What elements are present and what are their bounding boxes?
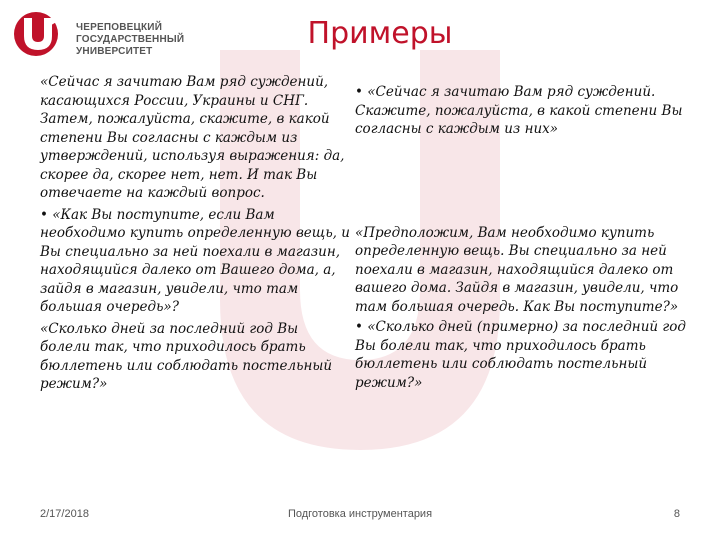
left-paragraph-2: • «Как Вы поступите, если Вам необходимо купить определенную вещь, и Вы специально за ней поехали в магазин, находящийся далеко от Вашего дома, а, зайдя в магазин, увидели, что там большая очередь»? <box>40 206 350 315</box>
logo-line-2: ГОСУДАРСТВЕННЫЙ <box>76 34 185 45</box>
right-column <box>355 83 695 392</box>
university-logo <box>10 8 200 58</box>
logo-line-3: УНИВЕРСИТЕТ <box>76 46 153 57</box>
page-number: 8 <box>673 508 680 520</box>
left-paragraph-1: «Сейчас я зачитаю Вам ряд суждений, касающихся России, Украины и СНГ. Затем, пожалуйста, скажите, в какой степени Вы согласны с каждым из утверждений, используя выражения: да, скорее да, скорее нет, нет. И так Вы отвечаете на каждый вопрос. <box>40 74 345 201</box>
footer-title: Подготовка инструментария <box>287 508 433 520</box>
left-column <box>40 73 350 394</box>
right-paragraph-1: • «Сейчас я зачитаю Вам ряд суждений. Скажите, пожалуйста, в какой степени Вы согласны с каждым из них» <box>355 84 683 137</box>
right-paragraph-2: «Предположим, Вам необходимо купить определенную вещь. Вы специально за ней поехали в магазин, находящийся далеко от вашего дома. Зайдя в магазин, увидели, что там большая очередь. Как Вы поступите?» <box>355 224 679 315</box>
university-name <box>76 22 184 58</box>
right-paragraph-3: • «Сколько дней (примерно) за последний год Вы болели так, что приходилось брать бюллетень или соблюдать постельный режим?» <box>355 319 686 391</box>
logo-line-1: ЧЕРЕПОВЕЦКИЙ <box>76 22 163 33</box>
left-paragraph-3: «Сколько дней за последний год Вы болели так, что приходилось брать бюллетень или соблюдать постельный режим?» <box>40 320 333 392</box>
slide-title: Примеры <box>307 16 453 51</box>
footer-date: 2/17/2018 <box>40 508 89 520</box>
university-emblem-icon <box>10 8 66 58</box>
